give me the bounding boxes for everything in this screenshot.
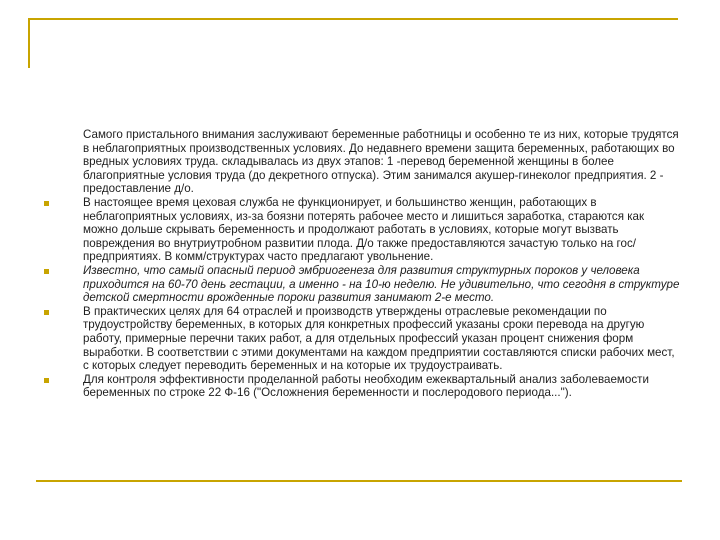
slide-body (42, 128, 682, 400)
bullet-item-recommendations (42, 305, 682, 373)
paragraph-intro-text: Самого пристального внимания заслуживают беременные работницы и особенно те из них, которые трудятся в неблагоприятных производственных условиях. До недавнего времени защита беременных, работающих во вредных условиях труда. складывалась из двух этапов: 1 -перевод беременной женщины в более благоприятные условия труда (до декретного отпуска). Этим занимался акушер-гинеколог предприятия. 2 - предоставление д/о. (83, 128, 679, 196)
bullet-item-control (42, 373, 682, 400)
bullet-item-workplace-text: В настоящее время цеховая служба не функционирует, и большинство женщин, работающих в неблагоприятных условиях, из-за боязни потерять рабочее место и лишиться заработка, стараются как можно дольше скрывать беременность и продолжают работать в условиях, которые могут вызвать повреждения во внутриутробном развитии плода. Д/о также предоставляются зачастую только на гос/предприятиях. В комм/структурах часто предлагают увольнение. (83, 195, 645, 264)
bullet-icon (44, 310, 49, 315)
bullet-item-control-text: Для контроля эффективности проделанной работы необходим ежеквартальный анализ заболеваемости беременных по строке 22 Ф-16 ("Осложнения беременности и послеродового периода..."). (83, 372, 649, 400)
bullet-icon (44, 378, 49, 383)
bullet-item-workplace (42, 196, 682, 264)
frame-top-line (28, 18, 678, 20)
bullet-item-embryogenesis-text: Известно, что самый опасный период эмбриогенеза для развития структурных пороков у человека приходится на 60-70 день гестации, а именно - на 10-ю неделю. Не удивительно, что сегодня в структуре детской смертности врожденные пороки развития занимают 2-е место. (83, 263, 680, 305)
frame-bottom-line (36, 480, 682, 482)
bullet-icon (44, 269, 49, 274)
bullet-item-recommendations-text: В практических целях для 64 отраслей и производств утверждены отраслевые рекомендации по трудоустройству беременных, в которых для конкретных профессий указаны сроки перевода на другую работу, примерные перечни таких работ, а для отдельных профессий указан процент снижения форм выработки. В соответствии с этими документами на каждом предприятии составляются списки рабочих мест, с которых следует переводить беременных и на которые их трудоустраивать. (83, 304, 675, 373)
frame-left-line (28, 18, 30, 68)
bullet-item-embryogenesis (42, 264, 682, 305)
bullet-icon (44, 201, 49, 206)
paragraph-intro (42, 128, 682, 196)
